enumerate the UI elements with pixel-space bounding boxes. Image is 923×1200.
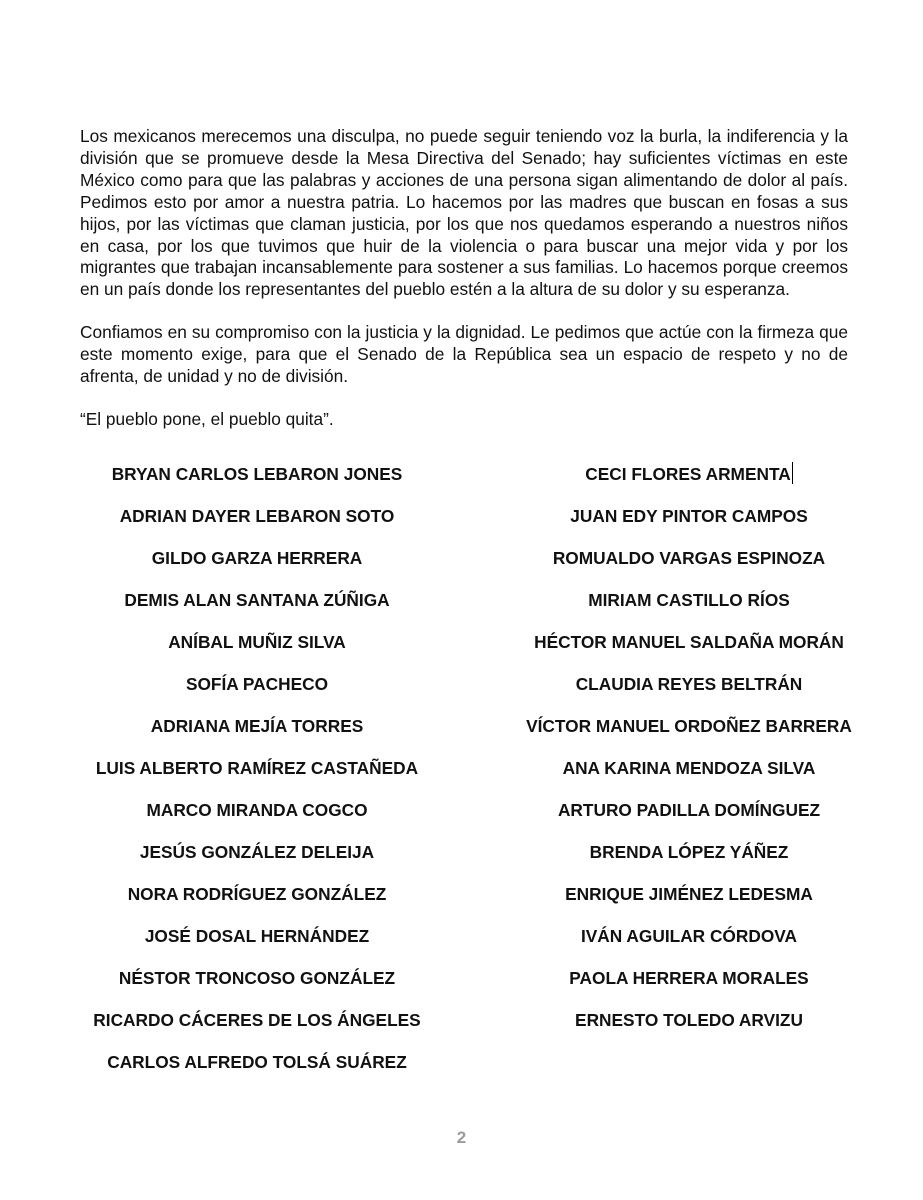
signatory-name[interactable]: ENRIQUE JIMÉNEZ LEDESMA (565, 884, 813, 904)
signatory-name[interactable]: ANA KARINA MENDOZA SILVA (562, 758, 816, 778)
closing-quote[interactable]: “El pueblo pone, el pueblo quita”. (80, 408, 334, 429)
signatories-right-column (462, 460, 916, 1048)
signatory-name[interactable]: ADRIAN DAYER LEBARON SOTO (119, 506, 395, 526)
text-cursor (792, 462, 793, 484)
signatory-name[interactable]: NÉSTOR TRONCOSO GONZÁLEZ (118, 968, 396, 988)
signatory-name[interactable]: JESÚS GONZÁLEZ DELEIJA (139, 842, 375, 862)
signatory-name[interactable]: CARLOS ALFREDO TOLSÁ SUÁREZ (107, 1052, 407, 1072)
signatory-name[interactable]: BRYAN CARLOS LEBARON JONES (111, 464, 403, 484)
signatory-name[interactable]: GILDO GARZA HERRERA (151, 548, 363, 568)
signatory-name[interactable]: IVÁN AGUILAR CÓRDOVA (580, 926, 797, 946)
signatory-name[interactable]: JOSÉ DOSAL HERNÁNDEZ (144, 926, 370, 946)
signatory-name[interactable]: MARCO MIRANDA COGCO (146, 800, 368, 820)
page-number: 2 (456, 1128, 467, 1147)
signatory-name[interactable]: SOFÍA PACHECO (185, 674, 329, 694)
signatories-left-column (62, 460, 452, 1090)
signatory-name[interactable]: ERNESTO TOLEDO ARVIZU (575, 1010, 803, 1030)
signatory-name[interactable]: BRENDA LÓPEZ YÁÑEZ (589, 842, 789, 862)
signatory-name[interactable]: LUIS ALBERTO RAMÍREZ CASTAÑEDA (95, 758, 419, 778)
signatory-name[interactable]: ANÍBAL MUÑIZ SILVA (168, 632, 346, 652)
signatory-name[interactable]: PAOLA HERRERA MORALES (569, 968, 809, 988)
signatory-name[interactable]: VÍCTOR MANUEL ORDOÑEZ BARRERA (526, 716, 852, 736)
signatory-name[interactable]: CLAUDIA REYES BELTRÁN (575, 674, 803, 694)
signatory-name[interactable]: NORA RODRÍGUEZ GONZÁLEZ (127, 884, 387, 904)
signatory-name-with-cursor[interactable] (462, 460, 916, 502)
paragraph-trust[interactable]: Confiamos en su compromiso con la justicia y la dignidad. Le pedimos que actúe con la firmeza que este momento exige, para que el Senado de la República sea un espacio de respeto y no de afrenta, de unidad y no de división. (80, 322, 848, 387)
paragraph-apology[interactable]: Los mexicanos merecemos una disculpa, no puede seguir teniendo voz la burla, la indiferencia y la división que se promueve desde la Mesa Directiva del Senado; hay suficientes víctimas en este México como para que las palabras y acciones de una persona sigan alimentando de dolor al país. Pedimos esto por amor a nuestra patria. Lo hacemos por las madres que buscan en fosas a sus hijos, por las víctimas que claman justicia, por los que nos quedamos esperando a nuestros niños en casa, por los que tuvimos que huir de la violencia o para buscar una mejor vida y por los migrantes que trabajan incansablemente para sostener a sus familias. Lo hacemos porque creemos en un país donde los representantes del pueblo estén a la altura de su dolor y su esperanza. (80, 126, 848, 300)
signatory-name[interactable]: ARTURO PADILLA DOMÍNGUEZ (557, 800, 821, 820)
signatory-name[interactable]: HÉCTOR MANUEL SALDAÑA MORÁN (534, 632, 844, 652)
signatory-name[interactable]: MIRIAM CASTILLO RÍOS (588, 590, 790, 610)
signatory-name-text[interactable]: CECI FLORES ARMENTA (585, 464, 791, 484)
signatory-name[interactable]: RICARDO CÁCERES DE LOS ÁNGELES (93, 1010, 421, 1030)
signatory-name[interactable]: DEMIS ALAN SANTANA ZÚÑIGA (124, 590, 390, 610)
signatory-name[interactable]: ADRIANA MEJÍA TORRES (150, 716, 364, 736)
signatory-name[interactable]: JUAN EDY PINTOR CAMPOS (570, 506, 808, 526)
signatory-name[interactable]: ROMUALDO VARGAS ESPINOZA (552, 548, 826, 568)
letter-body[interactable] (80, 126, 848, 431)
